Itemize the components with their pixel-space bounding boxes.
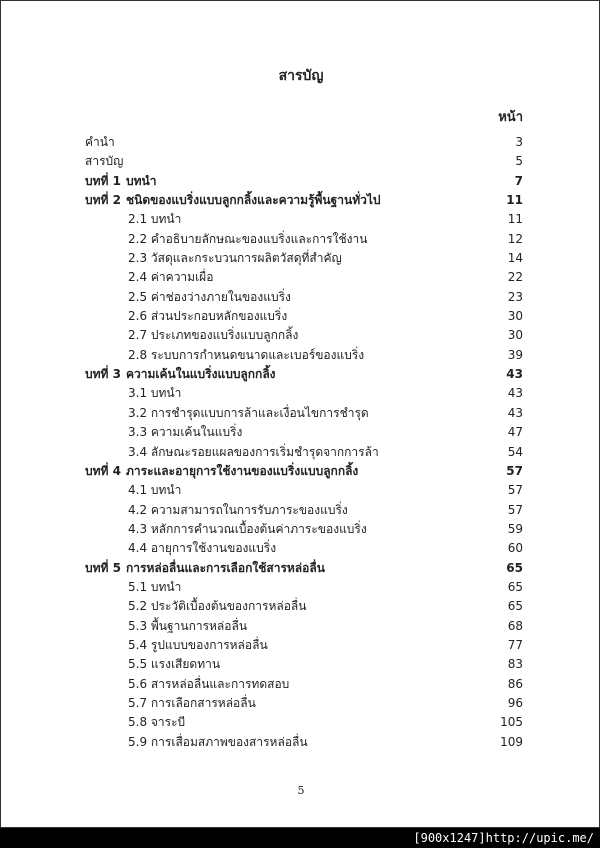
toc-entry-sub xyxy=(85,268,525,287)
entry-page: 65 xyxy=(506,560,523,575)
entry-page: 86 xyxy=(507,676,523,691)
toc-entry-sub xyxy=(85,384,525,403)
toc-entry-sub xyxy=(85,713,525,732)
toc-entry-sub xyxy=(85,423,525,442)
toc-entry-chapter xyxy=(85,462,525,481)
entry-label: 2.5 ค่าช่องว่างภายในของแบริ่ง xyxy=(128,289,291,304)
toc-entry-sub xyxy=(85,501,525,520)
entry-page: 47 xyxy=(507,425,523,440)
entry-label: 4.2 ความสามารถในการรับภาระของแบริ่ง xyxy=(128,502,348,517)
table-of-contents xyxy=(85,133,525,752)
watermark-text: [900x1247]http://upic.me/ xyxy=(413,831,594,845)
entry-label: 5.3 พื้นฐานการหล่อลื่น xyxy=(128,618,248,633)
page-column-header: หน้า xyxy=(498,110,523,125)
entry-page: 57 xyxy=(506,463,523,478)
entry-page: 54 xyxy=(507,444,523,459)
entry-label: 2.1 บทนำ xyxy=(128,212,182,227)
entry-page: 3 xyxy=(515,135,523,149)
entry-label: 2.6 ส่วนประกอบหลักของแบริ่ง xyxy=(128,309,288,324)
entry-page: 12 xyxy=(507,231,523,246)
chapter-number: บทที่ 3 xyxy=(85,367,121,382)
entry-page: 39 xyxy=(507,347,523,362)
toc-entry-sub xyxy=(85,210,525,229)
entry-label: สารบัญ xyxy=(85,154,124,169)
page-title: สารบัญ xyxy=(278,68,324,84)
toc-entry-sub xyxy=(85,733,525,752)
entry-label: 5.8 จาระบี xyxy=(128,715,186,730)
toc-entry-chapter xyxy=(85,172,525,191)
entry-label: 2.3 วัสดุและกระบวนการผลิตวัสดุที่สำคัญ xyxy=(128,251,342,266)
entry-label: 5.4 รูปแบบของการหล่อลื่น xyxy=(128,637,268,652)
entry-label: 2.2 คำอธิบายลักษณะของแบริ่งและการใช้งาน xyxy=(128,231,368,246)
toc-entry-sub xyxy=(85,346,525,365)
entry-label: ความเค้นในแบริ่งแบบลูกกลิ้ง xyxy=(126,367,276,382)
toc-entry-chapter xyxy=(85,559,525,578)
entry-page: 65 xyxy=(507,579,523,594)
entry-page: 11 xyxy=(506,193,523,208)
entry-label: 3.2 การชำรุดแบบการล้าและเงื่อนไขการชำรุด xyxy=(128,405,369,420)
toc-entry-sub xyxy=(85,617,525,636)
toc-entry-chapter xyxy=(85,191,525,210)
entry-label: 4.1 บทนำ xyxy=(128,483,182,498)
toc-entry-sub xyxy=(85,578,525,597)
entry-label: 2.8 ระบบการกำหนดขนาดและเบอร์ของแบริ่ง xyxy=(128,347,365,362)
entry-page: 77 xyxy=(507,637,523,652)
entry-label: 5.5 แรงเสียดทาน xyxy=(128,657,221,672)
entry-page: 109 xyxy=(500,734,523,749)
entry-label: 5.1 บทนำ xyxy=(128,579,182,594)
toc-entry-sub xyxy=(85,655,525,674)
entry-page: 65 xyxy=(507,599,523,614)
toc-entry-sub xyxy=(85,636,525,655)
chapter-number: บทที่ 1 xyxy=(85,173,121,188)
entry-page: 105 xyxy=(500,715,523,730)
entry-label: คำนำ xyxy=(85,135,115,149)
entry-page: 11 xyxy=(507,212,523,227)
toc-entry-sub xyxy=(85,307,525,326)
toc-entry-sub xyxy=(85,539,525,558)
entry-page: 57 xyxy=(507,502,523,517)
toc-entry-sub xyxy=(85,481,525,500)
entry-page: 14 xyxy=(507,251,523,266)
entry-page: 60 xyxy=(507,541,523,556)
entry-label: 3.3 ความเค้นในแบริ่ง xyxy=(128,425,243,440)
entry-page: 43 xyxy=(507,405,523,420)
entry-label: ภาระและอายุการใช้งานของแบริ่งแบบลูกกลิ้ง xyxy=(126,463,359,478)
toc-entry-sub xyxy=(85,694,525,713)
entry-label: 5.2 ประวัติเบื้องต้นของการหล่อลื่น xyxy=(128,599,307,614)
toc-entry-sub xyxy=(85,249,525,268)
entry-page: 5 xyxy=(515,154,523,169)
entry-page: 23 xyxy=(507,289,523,304)
entry-label: การหล่อลื่นและการเลือกใช้สารหล่อลื่น xyxy=(126,560,325,575)
entry-label: 2.4 ค่าความเผื่อ xyxy=(128,270,214,285)
toc-entry-sub xyxy=(85,520,525,539)
entry-page: 7 xyxy=(514,173,523,188)
entry-label: 5.6 สารหล่อลื่นและการทดสอบ xyxy=(128,676,290,691)
toc-entry-sub xyxy=(85,597,525,616)
toc-entry-sub xyxy=(85,288,525,307)
toc-entry-sub xyxy=(85,326,525,345)
entry-label: ชนิดของแบริ่งแบบลูกกลิ้งและความรู้พื้นฐานทั่วไป xyxy=(126,193,381,208)
entry-label: 4.4 อายุการใช้งานของแบริ่ง xyxy=(128,541,277,556)
entry-label: 5.9 การเสื่อมสภาพของสารหล่อลื่น xyxy=(128,734,308,749)
entry-page: 57 xyxy=(507,483,523,498)
entry-label: 4.3 หลักการคำนวณเบื้องต้นค่าภาระของแบริ่ง xyxy=(128,521,367,536)
entry-label: 5.7 การเลือกสารหล่อลื่น xyxy=(128,695,256,710)
entry-page: 43 xyxy=(506,367,523,382)
page-number: 5 xyxy=(297,784,305,797)
entry-page: 30 xyxy=(507,328,523,343)
chapter-number: บทที่ 4 xyxy=(85,463,121,478)
chapter-number: บทที่ 2 xyxy=(85,193,121,208)
entry-page: 96 xyxy=(507,695,523,710)
entry-label: 3.4 ลักษณะรอยแผลของการเริ่มชำรุดจากการล้า xyxy=(128,444,379,459)
entry-page: 22 xyxy=(507,270,523,285)
image-host-banner xyxy=(0,828,600,848)
entry-label: 2.7 ประเภทของแบริ่งแบบลูกกลิ้ง xyxy=(128,328,299,343)
entry-page: 68 xyxy=(507,618,523,633)
entry-label: บทนำ xyxy=(126,173,157,188)
entry-label: 3.1 บทนำ xyxy=(128,386,182,401)
entry-page: 30 xyxy=(507,309,523,324)
toc-entry-front xyxy=(85,133,525,152)
toc-entry-chapter xyxy=(85,365,525,384)
entry-page: 59 xyxy=(507,521,523,536)
entry-page: 43 xyxy=(507,386,523,401)
toc-entry-sub xyxy=(85,443,525,462)
toc-entry-sub xyxy=(85,404,525,423)
entry-page: 83 xyxy=(507,657,523,672)
toc-entry-front xyxy=(85,152,525,171)
chapter-number: บทที่ 5 xyxy=(85,560,121,575)
toc-entry-sub xyxy=(85,675,525,694)
toc-entry-sub xyxy=(85,230,525,249)
